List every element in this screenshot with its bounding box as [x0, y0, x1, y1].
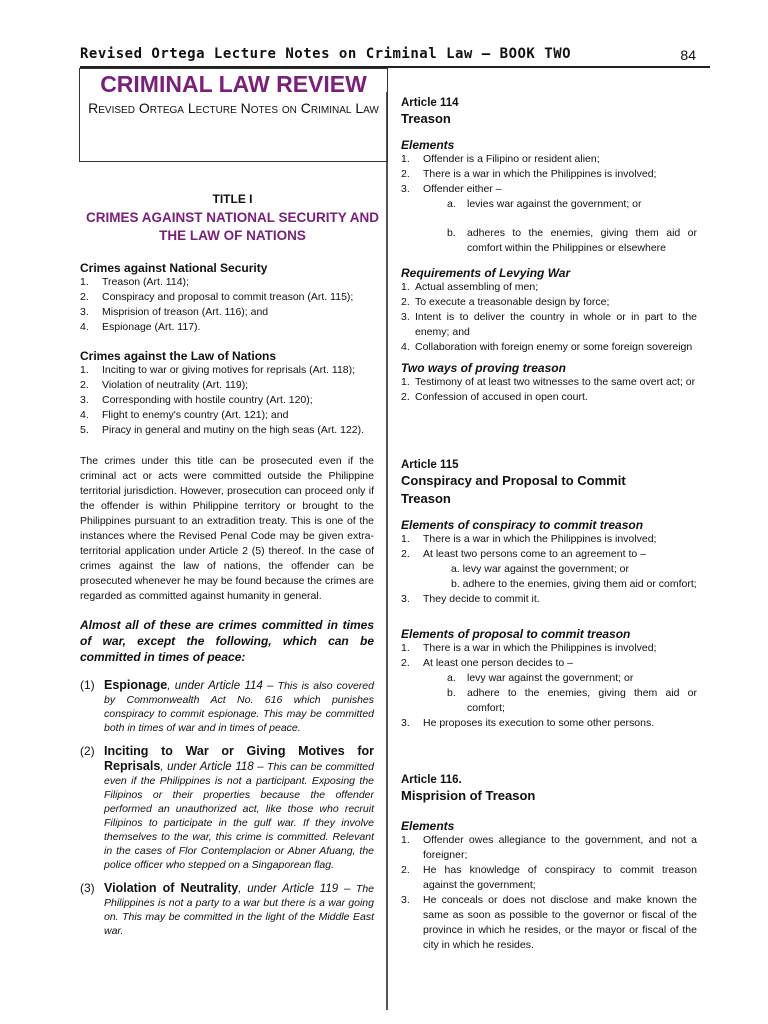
emphasis-paragraph: Almost all of these are crimes committed in times of war, except the following, which can be committed in times of peace:	[80, 618, 374, 664]
body-paragraph: The crimes under this title can be prosecuted even if the criminal act or acts were committed outside the Philippine territorial jurisdiction. However, prosecution can proceed only if the offender is within Philippine territory or brought to the Philippines pursuant to an extradition treaty. This is one of the instances where the Revised Penal Code may be given extra-territorial application under Article 2 (5) thereof. In the case of crimes against the law of nations, the offender can be prosecuted whenever he may be found because the crimes are regarded as committed against humanity in general.	[80, 455, 374, 602]
list-item: 4. Espionage (Art. 117).	[80, 321, 201, 333]
list-item: b. adheres to the enemies, giving them aid or comfort within the Philippines or elsewhere	[447, 227, 697, 254]
list-item: 2. There is a war in which the Philippines is involved;	[401, 168, 657, 180]
peace-crimes-list	[80, 678, 374, 938]
list-item: a. levies war against the government; or	[447, 198, 642, 210]
section-heading: Crimes against the Law of Nations	[80, 349, 277, 363]
list-item: 1. Testimony of at least two witnesses to the same overt act; or	[401, 376, 696, 388]
list-item: 1. Offender is a Filipino or resident alien;	[401, 153, 600, 165]
list-item: 2. At least two persons come to an agreement to –	[401, 548, 646, 560]
running-header	[80, 44, 710, 68]
list-item: 1. Inciting to war or giving motives for reprisals (Art. 118);	[80, 364, 356, 376]
list-item: 3. He conceals or does not disclose and make known the same as soon as possible to the governor or fiscal of the province in which he resides, or the mayor or fiscal of the city in which he resides.	[401, 894, 697, 951]
list-item: 5. Piracy in general and mutiny on the high seas (Art. 122).	[80, 424, 365, 436]
list-item: (1) Espionage, under Article 114 – This is also covered by Commonwealth Act No. 616 which punishes conspiracy to commit espionage. This may be committed both in times of war and in times of peace.	[80, 678, 374, 734]
elements-heading: Elements	[401, 138, 455, 152]
list-item: a. levy war against the government; or	[451, 563, 630, 575]
list-item: 2. At least one person decides to –	[401, 657, 574, 669]
title-label: TITLE I	[212, 192, 253, 206]
list-item: 3. They decide to commit it.	[401, 593, 540, 605]
elements-heading: Elements	[401, 819, 455, 833]
conspiracy-heading: Elements of conspiracy to commit treason	[401, 518, 644, 532]
title-name: CRIMES AGAINST NATIONAL SECURITY AND THE LAW OF NATIONS	[85, 210, 379, 243]
page-number: 84	[680, 47, 696, 63]
list-item: (3) Violation of Neutrality, under Article 119 – The Philippines is not a party to a war but there is a war going on. This may be committed in the light of the Middle East war.	[80, 881, 374, 937]
list-item: 2. Conspiracy and proposal to commit treason (Art. 115);	[80, 291, 354, 303]
title-box	[79, 68, 388, 162]
list-item: 2. He has knowledge of conspiracy to commit treason against the government;	[401, 864, 697, 891]
list-item: 1. There is a war in which the Philippines is involved;	[401, 642, 657, 654]
list-item: 2. Confession of accused in open court.	[401, 391, 588, 403]
list-item: 1. Treason (Art. 114);	[80, 276, 189, 288]
requirements-heading: Requirements of Levying War	[401, 266, 571, 280]
list-item: 3. Corresponding with hostile country (Art. 120);	[80, 394, 313, 406]
section-national-security	[80, 261, 370, 335]
list-item: 1. Offender owes allegiance to the government, and not a foreigner;	[401, 834, 697, 861]
section-heading: Crimes against National Security	[80, 261, 268, 275]
review-subtitle: Revised Ortega Lecture Notes on Criminal Law	[88, 100, 379, 116]
proving-heading: Two ways of proving treason	[401, 361, 566, 375]
list-item: 3. Misprision of treason (Art. 116); and	[80, 306, 269, 318]
article-label: Article 114	[401, 97, 459, 109]
list-item: b. adhere to the enemies, giving them aid or comfort;	[447, 687, 697, 714]
list-item: 4. Flight to enemy's country (Art. 121); and	[80, 409, 289, 421]
article-name: Misprision of Treason	[401, 788, 536, 803]
list-item: 4. Collaboration with foreign enemy or some foreign sovereign	[401, 341, 693, 353]
article-name: Treason	[401, 111, 451, 126]
article-label: Article 116.	[401, 774, 462, 786]
proposal-heading: Elements of proposal to commit treason	[401, 627, 631, 641]
article-label: Article 115	[401, 459, 459, 471]
column-divider	[386, 92, 388, 1010]
list-item: 2. Violation of neutrality (Art. 119);	[80, 379, 249, 391]
list-item: 3. Intent is to deliver the country in whole or in part to the enemy; and	[401, 311, 697, 338]
review-title: CRIMINAL LAW REVIEW	[100, 71, 367, 97]
list-item: 2. To execute a treasonable design by force;	[401, 296, 610, 308]
list-item: 1. Actual assembling of men;	[401, 281, 539, 293]
header-title: Revised Ortega Lecture Notes on Criminal Law – BOOK TWO	[80, 46, 572, 62]
list-item: 3. He proposes its execution to some other persons.	[401, 717, 655, 729]
list-item: b. adhere to the enemies, giving them aid or comfort;	[451, 578, 697, 590]
article-114	[401, 96, 697, 405]
list-item: a. levy war against the government; or	[447, 672, 634, 684]
list-item: (2) Inciting to War or Giving Motives for Reprisals, under Article 118 – This can be committed even if the Philippines is not a participant. Exposing the Filipinos or their properties because the offender performed an unauthorized act, like those who recruit Filipinos to participate in the gulf war. If they involve themselves to the war, this crime is committed. Relevant in the cases of Flor Contemplacion or Abner Afuang, the police officer who stepped on a Singaporean flag.	[80, 744, 374, 871]
article-116	[401, 773, 697, 953]
article-115	[401, 458, 697, 731]
list-item: 1. There is a war in which the Philippines is involved;	[401, 533, 657, 545]
section-law-of-nations	[80, 349, 380, 438]
list-item: 3. Offender either –	[401, 183, 502, 195]
article-name: Conspiracy and Proposal to Commit Treason	[401, 473, 626, 506]
